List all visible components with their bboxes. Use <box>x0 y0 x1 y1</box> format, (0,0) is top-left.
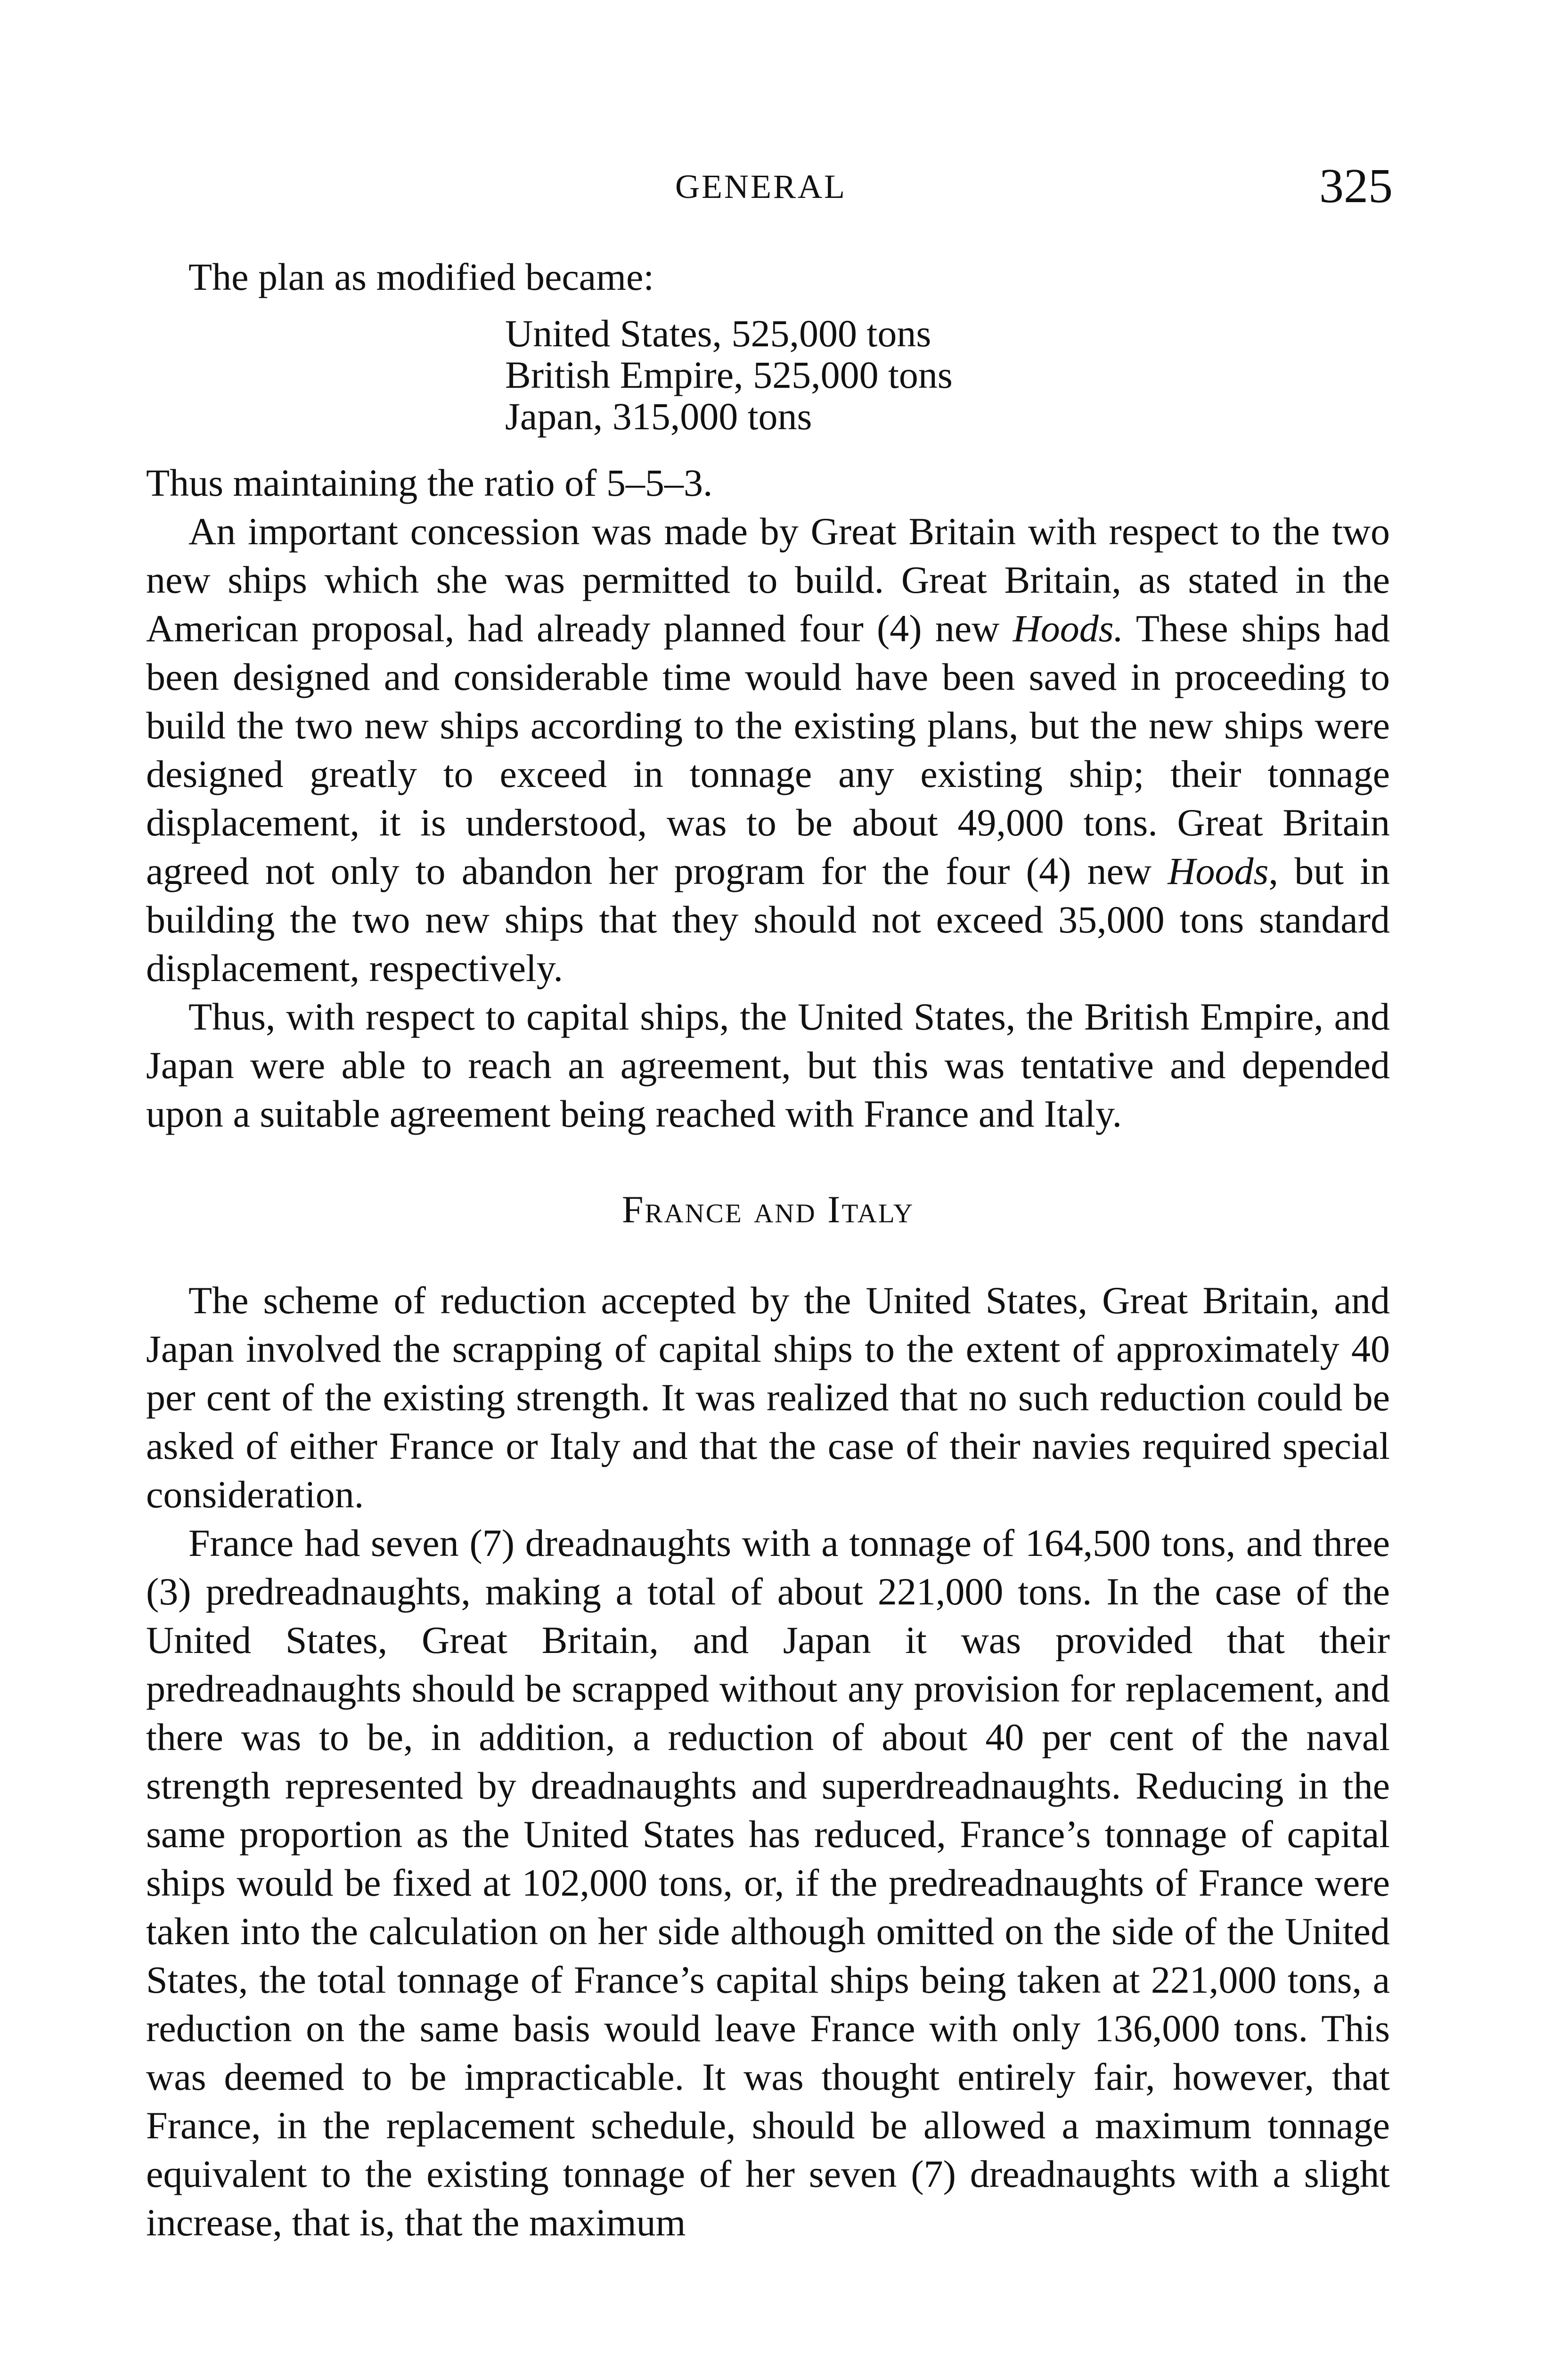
tonnage-line-british-empire: British Empire, 525,000 tons <box>505 353 953 396</box>
france-paragraph: France had seven (7) dreadnaughts with a tonnage of 164,500 tons, and three (3) predreadnaughts, making a total of about 221,000 tons. In the case of the United States, Great Britain, and Japan it was provided that their predreadnaughts should be scrapped without any provision for replacement, and there was to be, in addition, a reduction of about 40 per cent of the naval strength represented by dreadnaughts and superdreadnaughts. Reducing in the same proportion as the United States has reduced, France’s tonnage of capital ships would be fixed at 102,000 tons, or, if the predreadnaughts of France were taken into the calculation on her side although omitted on the side of the United States, the total tonnage of France’s capital ships being taken at 221,000 tons, a reduction on the same basis would leave France with only 136,000 tons. This was deemed to be impracticable. It was thought entirely fair, however, that France, in the replacement schedule, should be allowed a maximum tonnage equivalent to the existing tonnage of her seven (7) dreadnaughts with a slight increase, that is, that the maximum <box>146 1522 1390 2244</box>
page-content <box>146 253 1390 2247</box>
page-number: 325 <box>1319 159 1393 213</box>
tonnage-line-japan: Japan, 315,000 tons <box>505 395 812 438</box>
ratio-paragraph: Thus maintaining the ratio of 5–5–3. <box>146 461 713 504</box>
concession-text-part-3: , but in building the two new ships that they should not exceed 35,000 tons standard displacement, respectively. <box>146 850 1390 990</box>
tonnage-list <box>505 313 1390 437</box>
hoods-italic-2: Hoods <box>1168 850 1269 892</box>
running-head <box>0 158 1568 213</box>
capital-ships-paragraph: Thus, with respect to capital ships, the United States, the British Empire, and Japan were able to reach an agreement, but this was tentative and depended upon a suitable agreement being reached with France and Italy. <box>146 995 1390 1135</box>
running-title: GENERAL <box>675 168 847 205</box>
scheme-paragraph: The scheme of reduction accepted by the United States, Great Britain, and Japan involved the scrapping of capital ships to the extent of approximately 40 per cent of the existing strength. It was realized that no such reduction could be asked of either France or Italy and that the case of their navies required special consideration. <box>146 1279 1390 1516</box>
concession-paragraph <box>146 507 1390 992</box>
intro-paragraph: The plan as modified became: <box>188 255 654 298</box>
tonnage-line-united-states: United States, 525,000 tons <box>505 312 931 355</box>
concession-text-part-1: An important concession was made by Great Britain with respect to the two new ships which she was permitted to build. Great Britain, as stated in the American proposal, had already planned four (4) new <box>146 510 1390 650</box>
hoods-italic-1: Hoods. <box>1013 607 1124 650</box>
concession-text-part-2: These ships had been designed and considerable time would have been saved in proceeding to build the two new ships according to the existing plans, but the new ships were designed greatly to exceed in tonnage any existing ship; their tonnage displacement, it is understood, was to be about 49,000 tons. Great Britain agreed not only to abandon her program for the four (4) new <box>146 607 1390 892</box>
section-heading: France and Italy <box>621 1188 915 1231</box>
